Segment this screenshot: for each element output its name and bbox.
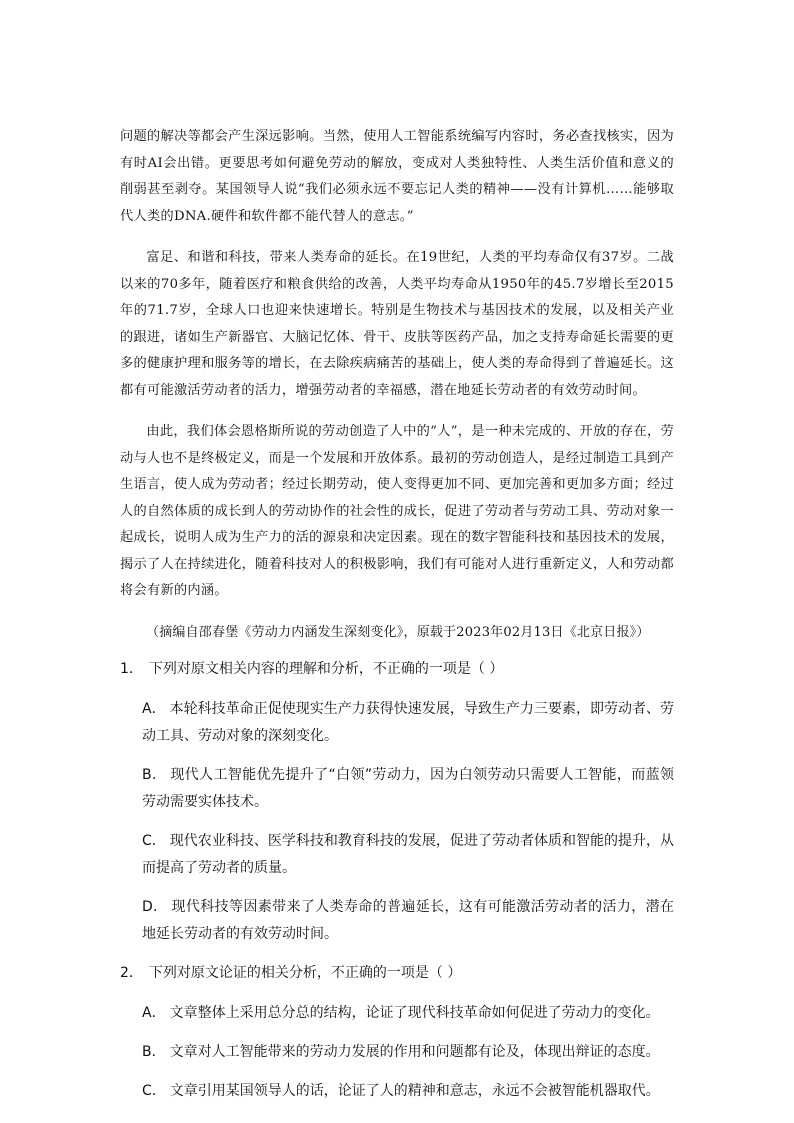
option-text: 文章整体上采用总分总的结构，论证了现代科技革命如何促进了劳动力的变化。 [169, 1004, 660, 1021]
document-page [120, 124, 674, 1117]
option-letter: B． [142, 766, 167, 783]
option-letter: C． [142, 1082, 166, 1099]
option-text: 文章对人工智能带来的劳动力发展的作用和问题都有论及，体现出辩证的态度。 [169, 1043, 660, 1060]
question-1-stem: 下列对原文相关内容的理解和分析，不正确的一项是（ ） [148, 660, 504, 677]
passage-paragraph-1: 问题的解决等都会产生深远影响。当然，使用人工智能系统编写内容时，务必查找核实，因为有时AI会出错。更要思考如何避免劳动的解放，变成对人类独特性、人类生活价值和意义的削弱甚至剥夺。某国领导人说“我们必须永远不要忘记人类的精神——没有计算机……能够取代人类的DNA.硬件和软件都不能代替人的意志。” [120, 129, 674, 224]
question-1-option-b [120, 762, 674, 816]
question-1-option-a [120, 696, 674, 750]
option-letter: D． [142, 898, 168, 915]
option-text: 现代科技等因素带来了人类寿命的普遍延长，这有可能激活劳动者的活力，潜在地延长劳动者的有效劳动时间。 [142, 898, 674, 942]
question-1-option-d [120, 894, 674, 948]
question-2-stem-line [120, 960, 674, 986]
question-2 [120, 960, 674, 1105]
passage-paragraph-2: 富足、和谐和科技，带来人类寿命的延长。在19世纪，人类的平均寿命仅有37岁。二战以来的70多年，随着医疗和粮食供给的改善，人类平均寿命从1950年的45.7岁增长至2015年的71.7岁，全球人口也迎来快速增长。特别是生物技术与基因技术的发展，以及相关产业的跟进，诸如生产新器官、大脑记忆体、骨干、皮肤等医药产品，加之支持寿命延长需要的更多的健康护理和服务等的增长，在去除疾病痛苦的基础上，使人类的寿命得到了普遍延长。这都有可能激活劳动者的活力，增强劳动者的幸福感，潜在地延长劳动者的有效劳动时间。 [120, 250, 674, 398]
option-letter: A． [142, 1004, 166, 1021]
option-letter: A． [142, 700, 166, 717]
option-letter: C． [142, 832, 166, 849]
question-1-stem-line [120, 656, 674, 682]
question-2-option-a [120, 1000, 674, 1027]
option-text: 本轮科技革命正促使现实生产力获得快速发展，导致生产力三要素，即劳动者、劳动工具、劳动对象的深刻变化。 [142, 700, 675, 744]
option-letter: B． [142, 1043, 166, 1060]
option-text: 文章引用某国领导人的话，论证了人的精神和意志，永远不会被智能机器取代。 [169, 1082, 660, 1099]
option-text: 现代农业科技、医学科技和教育科技的发展，促进了劳动者体质和智能的提升，从而提高了劳动者的质量。 [142, 832, 675, 876]
question-2-number: 2． [120, 964, 143, 981]
question-1-number: 1． [120, 660, 143, 677]
passage-paragraph-3: 由此，我们体会恩格斯所说的劳动创造了人中的“人”，是一种未完成的、开放的存在，劳动与人也不是终极定义，而是一个发展和开放体系。最初的劳动创造人，是经过制造工具到产生语言，使人成为劳动者；经过长期劳动，使人变得更加不同、更加完善和更加多方面；经过人的自然体质的成长到人的劳动协作的社会性的成长，促进了劳动者与劳动工具、劳动对象一起成长，说明人成为生产力的活的源泉和决定因素。现在的数字智能科技和基因技术的发展，揭示了人在持续进化，随着科技对人的积极影响，我们有可能对人进行重新定义，人和劳动都将会有新的内涵。 [120, 424, 674, 598]
question-2-option-c [120, 1078, 674, 1105]
passage-source: （摘编自邵春堡《劳动力内涵发生深刻变化》，原载于2023年02月13日《北京日报》） [146, 624, 650, 640]
question-2-option-b [120, 1039, 674, 1066]
question-1 [120, 656, 674, 948]
question-2-stem: 下列对原文论证的相关分析，不正确的一项是（ ） [148, 964, 462, 981]
option-text: 现代人工智能优先提升了“白领”劳动力，因为白领劳动只需要人工智能，而蓝领劳动需要实体技术。 [142, 766, 674, 810]
question-1-option-c [120, 828, 674, 882]
